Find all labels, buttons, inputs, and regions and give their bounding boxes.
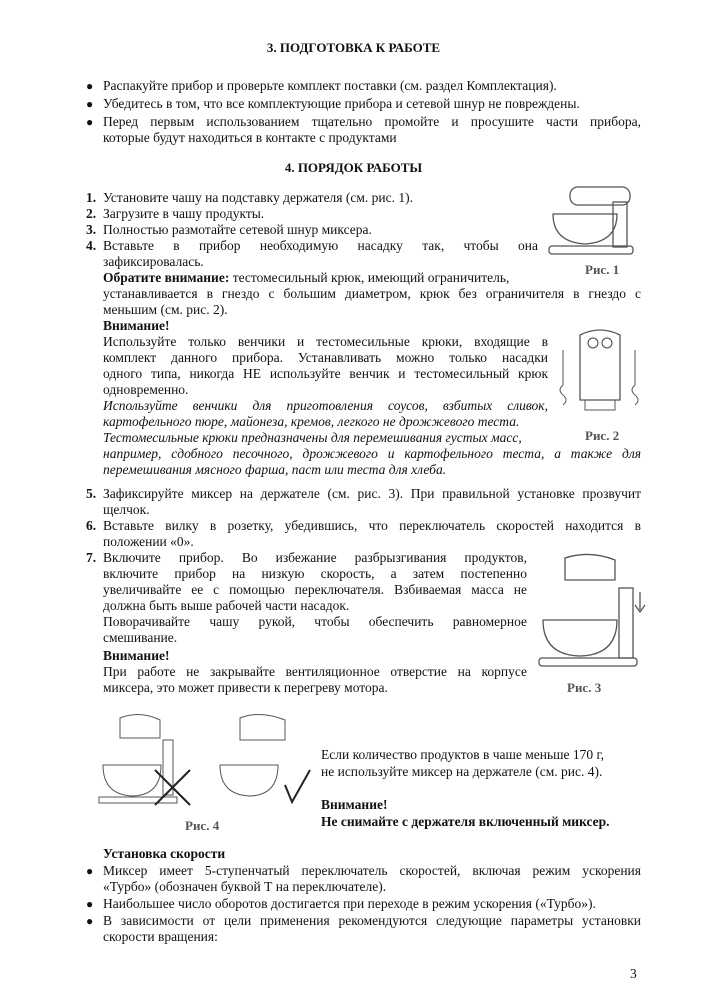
- step-text: Вставьте в прибор необходимую насадку так, чтобы она: [103, 238, 538, 253]
- step-text: Вставьте вилку в розетку, убедившись, что переключатель скоростей находится в: [103, 518, 641, 533]
- step-text: включите прибор на низкую скорость, а затем постепенно: [103, 566, 527, 581]
- step-text: Загрузите в чашу продукты.: [103, 206, 265, 221]
- bullet-text: В зависимости от цели применения рекомендуются следующие параметры установки: [103, 913, 641, 928]
- step-text: зафиксировалась.: [103, 254, 204, 269]
- bullet-icon: ●: [86, 914, 94, 928]
- bullet-text: Распакуйте прибор и проверьте комплект поставки (см. раздел Комплектация).: [103, 78, 557, 93]
- caption: Рис. 3: [567, 680, 602, 695]
- stand-mixer-icon: [535, 550, 650, 670]
- caption: Рис. 1: [585, 262, 620, 277]
- step-text: Установите чашу на подставку держателя (см. рис. 1).: [103, 190, 413, 205]
- step-text: комплект данного прибора. Устанавливать можно только насадки: [103, 350, 548, 365]
- bullet-icon: ●: [86, 79, 94, 93]
- step-text: меньшим (см. рис. 2).: [103, 302, 228, 317]
- figure-3: [535, 550, 650, 700]
- bullet-icon: ●: [86, 864, 94, 878]
- figure-4: [95, 710, 315, 840]
- step-text: смешивание.: [103, 630, 178, 645]
- note-text: Если количество продуктов в чаше меньше 170 г,: [321, 747, 604, 762]
- step-text: При работе не закрывайте вентиляционное отверстие на корпусе: [103, 664, 527, 679]
- bullet-text-cont: скорости вращения:: [103, 929, 218, 944]
- speed-title: Установка скорости: [103, 846, 226, 861]
- step-text: одновременно.: [103, 382, 189, 397]
- step-text: щелчок.: [103, 502, 150, 517]
- step-text: должна быть выше рабочей части насадок.: [103, 598, 350, 613]
- step-text: картофельного пюре, майонеза, кремов, легкого не дрожжевого теста.: [103, 414, 520, 429]
- figure-4-note: [321, 746, 610, 830]
- bullet-text: Убедитесь в том, что все комплектующие прибора и сетевой шнур не повреждены.: [103, 96, 580, 111]
- warning-label: Внимание!: [321, 797, 388, 812]
- note-text: не используйте миксер на держателе (см. рис. 4).: [321, 764, 603, 779]
- bullet-icon: ●: [86, 897, 94, 911]
- caption: Рис. 2: [585, 428, 620, 443]
- step-number: 7.: [86, 550, 97, 565]
- bullet-text: Перед первым использованием тщательно промойте и просушите части прибора,: [103, 114, 641, 129]
- caption: Рис. 4: [185, 818, 220, 833]
- list-item: [86, 913, 641, 929]
- section-3-title: 3. ПОДГОТОВКА К РАБОТЕ: [266, 40, 441, 55]
- figure-2: [555, 325, 645, 445]
- step-text: увеличивайте ее с помощью переключателя. Взбиваемая масса не: [103, 582, 527, 597]
- step-text: Используйте только венчики и тестомесильные крюки, входящие в: [103, 334, 548, 349]
- mixer-comparison-icon: [95, 710, 315, 810]
- step-text: Поворачивайте чашу рукой, чтобы обеспечить равномерное: [103, 614, 527, 629]
- bullet-icon: ●: [86, 115, 94, 129]
- step-text: [103, 270, 509, 286]
- step-number: 6.: [86, 518, 97, 533]
- step-text: Включите прибор. Во избежание разбрызгивания продуктов,: [103, 550, 527, 565]
- stand-mixer-icon: [545, 182, 640, 262]
- figure-1: [545, 182, 640, 282]
- bullet-text-cont: «Турбо» (обозначен буквой Т на переключателе).: [103, 879, 387, 894]
- bullet-icon: ●: [86, 97, 94, 111]
- list-item: [86, 863, 641, 879]
- step-text: перемешивания мясного фарша, паст или теста для хлеба.: [103, 462, 447, 477]
- step-text: Зафиксируйте миксер на держателе (см. рис. 3). При правильной установке прозвучит: [103, 486, 641, 501]
- warning-label: Внимание!: [103, 318, 170, 333]
- section-4-title: 4. ПОРЯДОК РАБОТЫ: [284, 160, 423, 175]
- step-text: Тестомесильные крюки предназначены для перемешивания густых масс,: [103, 430, 522, 445]
- warning-text: Не снимайте с держателя включенный миксер.: [321, 814, 610, 829]
- bullet-text: Миксер имеет 5-ступенчатый переключатель скоростей, включая режим ускорения: [103, 863, 641, 878]
- step-text: устанавливается в гнездо с большим диаметром, крюк без ограничителя в гнездо с: [103, 286, 641, 301]
- step-text: миксера, это может привести к перегреву мотора.: [103, 680, 388, 695]
- note-text: тестомесильный крюк, имеющий ограничитель,: [229, 270, 510, 285]
- step-text: например, сдобного песочного, дрожжевого и картофельного теста, а также для: [103, 446, 641, 461]
- mixer-hooks-icon: [555, 325, 645, 420]
- step-number: 3.: [86, 222, 97, 237]
- step-text: положении «0».: [103, 534, 194, 549]
- step-number: 4.: [86, 238, 97, 253]
- step-number: 2.: [86, 206, 97, 221]
- note-label: Обратите внимание:: [103, 270, 230, 285]
- bullet-text-cont: которые будут находиться в контакте с продуктами: [103, 130, 397, 145]
- step-text: одного типа, никогда НЕ используйте венчик и тестомесильный крюк: [103, 366, 548, 381]
- step-text: Используйте венчики для приготовления соусов, взбитых сливок,: [103, 398, 548, 413]
- bullet-text: Наибольшее число оборотов достигается при переходе в режим ускорения («Турбо»).: [103, 896, 596, 911]
- list-item: [86, 114, 641, 130]
- list-item: [86, 96, 641, 112]
- list-item: [86, 78, 641, 94]
- list-item: [86, 896, 641, 912]
- step-number: 5.: [86, 486, 97, 501]
- step-text: Полностью размотайте сетевой шнур миксера.: [103, 222, 372, 237]
- warning-label: Внимание!: [103, 648, 170, 663]
- step-number: 1.: [86, 190, 97, 205]
- page-number: 3: [630, 966, 637, 981]
